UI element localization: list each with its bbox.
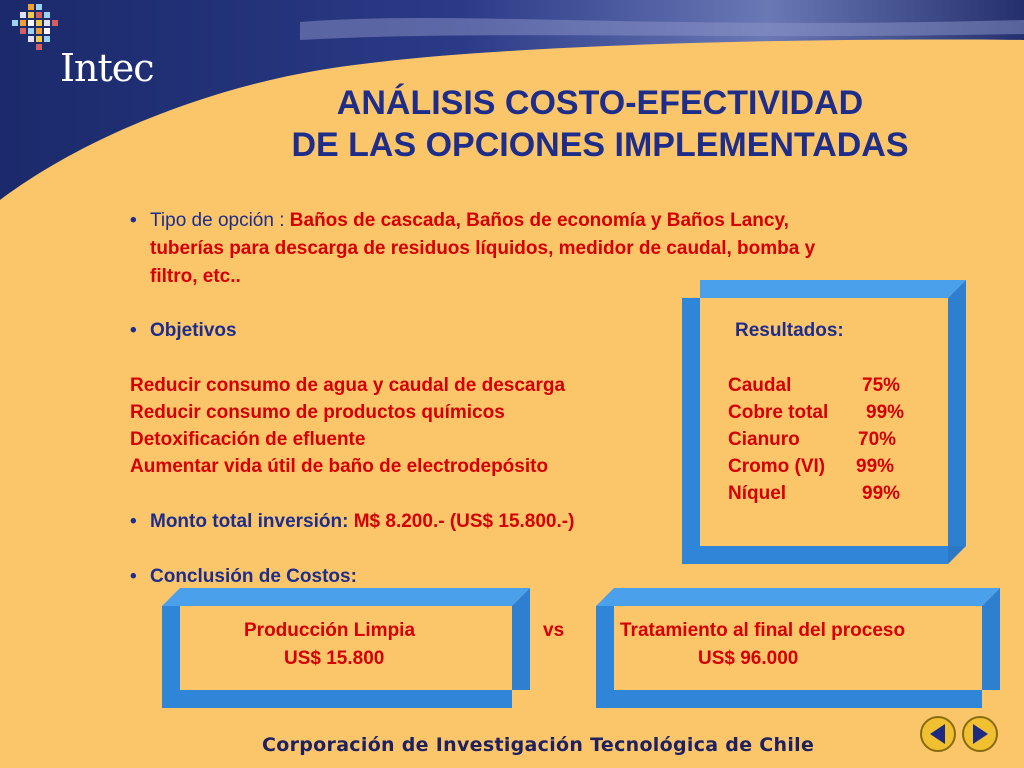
title-line-2: DE LAS OPCIONES IMPLEMENTADAS (291, 126, 909, 164)
objetivo-item: Reducir consumo de agua y caudal de descarga (130, 375, 566, 396)
tipo-value-2: tuberías para descarga de residuos líquidos, medidor de caudal, bomba y (150, 238, 816, 259)
resultado-name: Cromo (VI) (728, 456, 826, 477)
produccion-limpia-title: Producción Limpia (244, 620, 416, 641)
next-slide-button[interactable] (962, 716, 998, 752)
inversion-label: Monto total inversión: (150, 511, 349, 532)
logo-mark-icon (6, 2, 66, 82)
page-title (200, 82, 1000, 166)
prev-slide-button[interactable] (920, 716, 956, 752)
resultado-value: 99% (856, 456, 895, 477)
tipo-label: Tipo de opción : (150, 210, 285, 231)
bullet-icon: • (130, 566, 137, 587)
tipo-value-1: Baños de cascada, Baños de economía y Baños Lancy, (289, 210, 789, 231)
title-line-1: ANÁLISIS COSTO-EFECTIVIDAD (336, 84, 864, 122)
inversion-line (150, 511, 574, 533)
tratamiento-value: US$ 96.000 (698, 648, 799, 669)
vs-label: vs (543, 620, 565, 641)
objetivo-item: Aumentar vida útil de baño de electrodepósito (130, 456, 549, 477)
logo-text: Intec (60, 46, 154, 90)
resultado-value: 99% (866, 402, 905, 423)
conclusion-label: Conclusión de Costos: (150, 566, 357, 587)
objetivos-label: Objetivos (150, 320, 237, 341)
bullet-icon: • (130, 511, 137, 532)
produccion-limpia-value: US$ 15.800 (284, 648, 385, 669)
resultado-value: 70% (858, 429, 897, 450)
objetivo-item: Reducir consumo de productos químicos (130, 402, 505, 423)
resultado-value: 99% (862, 483, 901, 504)
resultado-name: Caudal (728, 375, 792, 396)
inversion-value: M$ 8.200.- (US$ 15.800.-) (353, 511, 575, 532)
resultado-name: Cobre total (728, 402, 829, 423)
tipo-line-1 (150, 210, 789, 232)
resultados-label: Resultados: (735, 320, 844, 341)
tratamiento-title: Tratamiento al final del proceso (620, 620, 906, 641)
objetivo-item: Detoxificación de efluente (130, 429, 366, 450)
resultado-name: Cianuro (728, 429, 800, 450)
footer-text: Corporación de Investigación Tecnológica de Chile (262, 734, 815, 756)
resultado-name: Níquel (728, 483, 787, 504)
bullet-icon: • (130, 210, 137, 231)
bullet-icon: • (130, 320, 137, 341)
resultado-value: 75% (862, 375, 901, 396)
tipo-value-3: filtro, etc.. (150, 266, 241, 287)
